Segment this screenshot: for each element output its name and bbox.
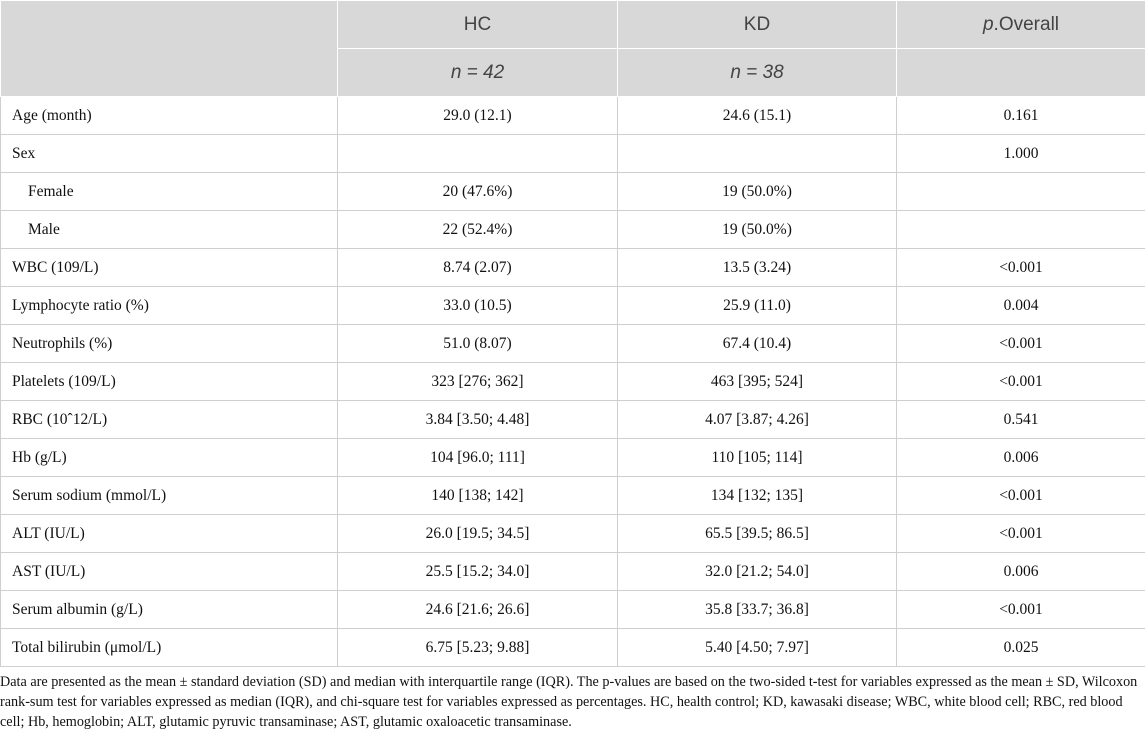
row-label: ALT (IU/L) — [1, 515, 338, 553]
p-value: 0.541 — [897, 401, 1145, 439]
table-body — [1, 97, 1145, 667]
p-value: <0.001 — [897, 591, 1145, 629]
kd-value: 110 [105; 114] — [618, 439, 897, 477]
row-label: Age (month) — [1, 97, 338, 135]
row-label: Neutrophils (%) — [1, 325, 338, 363]
header-p-prefix: p — [982, 13, 994, 35]
hc-n-symbol: n — [450, 61, 462, 83]
kd-value: 4.07 [3.87; 4.26] — [618, 401, 897, 439]
kd-value: 67.4 (10.4) — [618, 325, 897, 363]
row-label: Hb (g/L) — [1, 439, 338, 477]
kd-value — [618, 135, 897, 173]
kd-value: 13.5 (3.24) — [618, 249, 897, 287]
p-value: <0.001 — [897, 325, 1145, 363]
hc-value: 51.0 (8.07) — [338, 325, 618, 363]
hc-value: 140 [138; 142] — [338, 477, 618, 515]
table-header — [1, 1, 1145, 97]
p-value: 0.004 — [897, 287, 1145, 325]
hc-value: 6.75 [5.23; 9.88] — [338, 629, 618, 667]
p-value: <0.001 — [897, 363, 1145, 401]
row-label: AST (IU/L) — [1, 553, 338, 591]
p-value: 1.000 — [897, 135, 1145, 173]
table-row — [1, 439, 1145, 477]
hc-value: 20 (47.6%) — [338, 173, 618, 211]
header-p-suffix: .Overall — [993, 13, 1060, 35]
table-row — [1, 629, 1145, 667]
kd-value: 5.40 [4.50; 7.97] — [618, 629, 897, 667]
row-label: Lymphocyte ratio (%) — [1, 287, 338, 325]
hc-value: 29.0 (12.1) — [338, 97, 618, 135]
kd-value: 24.6 (15.1) — [618, 97, 897, 135]
kd-value: 19 (50.0%) — [618, 211, 897, 249]
table-row — [1, 173, 1145, 211]
row-label: Platelets (109/L) — [1, 363, 338, 401]
kd-value: 35.8 [33.7; 36.8] — [618, 591, 897, 629]
p-value: <0.001 — [897, 249, 1145, 287]
row-label: Female — [1, 173, 338, 211]
row-label: Serum albumin (g/L) — [1, 591, 338, 629]
table-row — [1, 211, 1145, 249]
kd-value: 25.9 (11.0) — [618, 287, 897, 325]
row-label: Sex — [1, 135, 338, 173]
p-value: 0.006 — [897, 439, 1145, 477]
table-row — [1, 97, 1145, 135]
table-row — [1, 591, 1145, 629]
table-footnote: Data are presented as the mean ± standard deviation (SD) and median with interquartile range (IQR). The p-values are based on the two-sided t-test for variables expressed as the mean ± SD, Wilcoxon rank-sum test for variables expressed as median (IQR), and chi-square test for variables expressed as percentages. HC, health control; KD, kawasaki disease; WBC, white blood cell; RBC, red blood cell; Hb, hemoglobin; ALT, glutamic pyruvic transaminase; AST, glutamic oxaloacetic transaminase. — [0, 674, 1138, 730]
p-value: 0.025 — [897, 629, 1145, 667]
kd-n-value: = 38 — [740, 61, 784, 83]
p-value — [897, 211, 1145, 249]
header-p-overall — [897, 1, 1145, 49]
hc-value: 24.6 [21.6; 26.6] — [338, 591, 618, 629]
table-row — [1, 401, 1145, 439]
kd-value: 65.5 [39.5; 86.5] — [618, 515, 897, 553]
p-value: 0.006 — [897, 553, 1145, 591]
hc-value: 26.0 [19.5; 34.5] — [338, 515, 618, 553]
p-value — [897, 173, 1145, 211]
hc-value: 22 (52.4%) — [338, 211, 618, 249]
row-label: Male — [1, 211, 338, 249]
header-p-n — [897, 49, 1145, 97]
p-value: <0.001 — [897, 477, 1145, 515]
header-kd-n — [618, 49, 897, 97]
hc-value: 25.5 [15.2; 34.0] — [338, 553, 618, 591]
row-label: RBC (10ˆ12/L) — [1, 401, 338, 439]
hc-n-value: = 42 — [461, 61, 505, 83]
p-value: <0.001 — [897, 515, 1145, 553]
table-row — [1, 515, 1145, 553]
kd-value: 463 [395; 524] — [618, 363, 897, 401]
table-row — [1, 325, 1145, 363]
table-row — [1, 363, 1145, 401]
hc-value: 3.84 [3.50; 4.48] — [338, 401, 618, 439]
kd-value: 19 (50.0%) — [618, 173, 897, 211]
p-value: 0.161 — [897, 97, 1145, 135]
header-hc: HC — [338, 1, 618, 49]
hc-value: 323 [276; 362] — [338, 363, 618, 401]
header-kd: KD — [618, 1, 897, 49]
hc-value: 104 [96.0; 111] — [338, 439, 618, 477]
table-row — [1, 287, 1145, 325]
header-hc-n — [338, 49, 618, 97]
header-row-groups — [1, 1, 1145, 49]
row-label: Serum sodium (mmol/L) — [1, 477, 338, 515]
hc-value: 33.0 (10.5) — [338, 287, 618, 325]
header-stub — [1, 1, 338, 97]
table-row — [1, 553, 1145, 591]
hc-value — [338, 135, 618, 173]
table-row — [1, 135, 1145, 173]
kd-n-symbol: n — [730, 61, 741, 83]
kd-value: 32.0 [21.2; 54.0] — [618, 553, 897, 591]
table-row — [1, 249, 1145, 287]
table-row — [1, 477, 1145, 515]
row-label: WBC (109/L) — [1, 249, 338, 287]
hc-value: 8.74 (2.07) — [338, 249, 618, 287]
kd-value: 134 [132; 135] — [618, 477, 897, 515]
row-label: Total bilirubin (μmol/L) — [1, 629, 338, 667]
